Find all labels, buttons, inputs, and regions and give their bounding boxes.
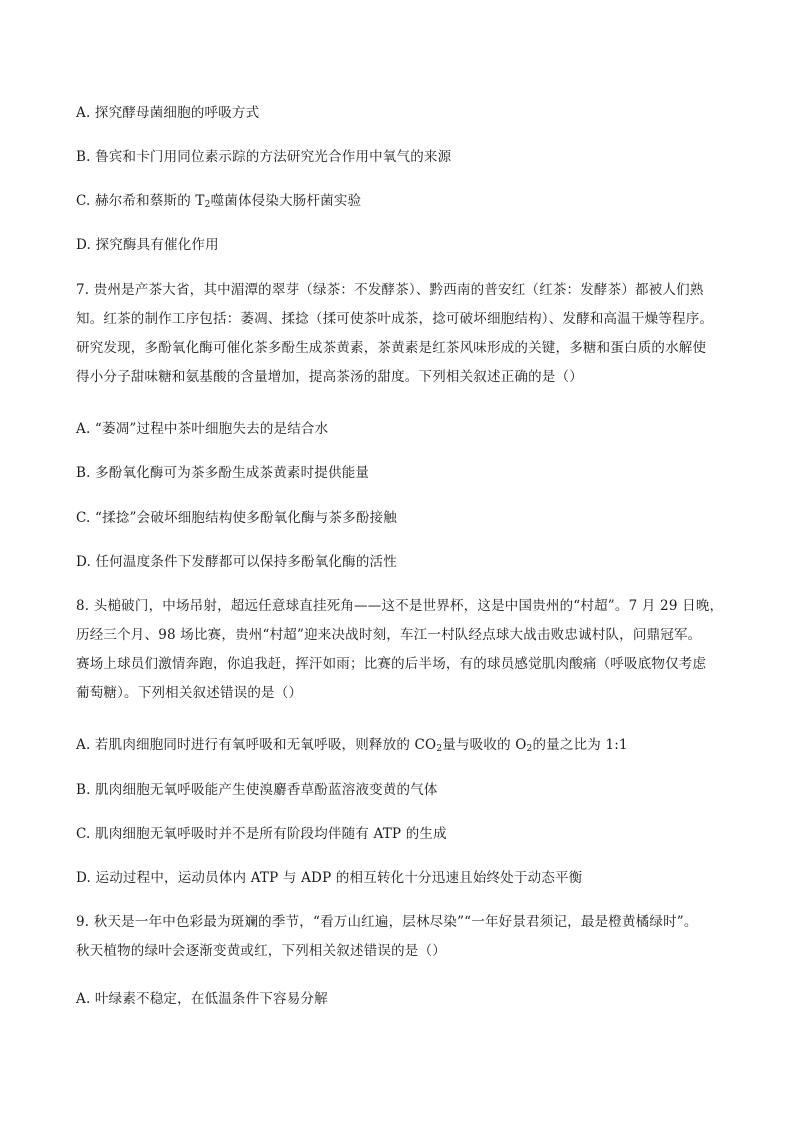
q7-stem-line: 知。红茶的制作工序包括：萎凋、揉捻（揉可使茶叶成茶，捻可破坏细胞结构）、发酵和高温干燥等程序。 [76,311,714,327]
q7-stem [76,276,726,392]
q8-option-a [76,736,628,754]
q8-option-a-sub1: 2 [436,744,443,754]
q7-stem-line: 得小分子甜味糖和氨基酸的含量增加，提高茶汤的甜度。下列相关叙述正确的是（） [76,369,583,385]
q9-stem-line: 9. 秋天是一年中色彩最为斑斓的季节，“看万山红遍，层林尽染”“一年好景君须记，最是橙黄橘绿时”。 [76,914,698,930]
q6-option-b: B. 鲁宾和卡门用同位素示踪的方法研究光合作用中氧气的来源 [76,149,452,165]
q8-option-d: D. 运动过程中，运动员体内 ATP 与 ADP 的相互转化十分迅速且始终处于动态平衡 [76,870,583,886]
q9-option-a: A. 叶绿素不稳定，在低温条件下容易分解 [76,991,328,1007]
q7-option-b: B. 多酚氧化酶可为茶多酚生成茶黄素时提供能量 [76,465,370,481]
q7-option-a: A. “萎凋”过程中茶叶细胞失去的是结合水 [76,421,329,437]
q7-option-c: C. “揉捻”会破坏细胞结构使多酚氧化酶与茶多酚接触 [76,510,397,526]
q8-option-c: C. 肌肉细胞无氧呼吸时并不是所有阶段均伴随有 ATP 的生成 [76,826,447,842]
q8-option-a-sub2: 2 [526,744,533,754]
q7-option-d: D. 任何温度条件下发酵都可以保持多酚氧化酶的活性 [76,554,397,570]
q8-option-a-post: 的量之比为 1:1 [532,737,628,753]
q6-option-c [76,192,361,210]
q6-option-c-sub: 2 [204,200,211,210]
q7-stem-line: 7. 贵州是产茶大省，其中湄潭的翠芽（绿茶：不发酵茶）、黔西南的普安红（红茶：发酵茶）都被人们熟 [76,282,704,298]
q6-option-a: A. 探究酵母菌细胞的呼吸方式 [76,105,260,121]
q8-stem-line: 赛场上球员们激情奔跑，你追我赶，挥汗如雨；比赛的后半场，有的球员感觉肌肉酸痛（呼吸底物仅考虑 [76,656,707,672]
q9-stem [76,908,726,966]
q8-stem-line: 葡萄糖）。下列相关叙述错误的是（） [76,685,303,701]
q6-option-c-post: 噬菌体侵染大肠杆菌实验 [210,193,362,209]
q8-option-a-mid: 量与吸收的 O [442,737,527,753]
q6-option-d: D. 探究酶具有催化作用 [76,237,219,253]
q9-stem-line: 秋天植物的绿叶会逐渐变黄或红，下列相关叙述错误的是（） [76,943,446,959]
q6-option-c-pre: C. 赫尔希和蔡斯的 T [76,193,205,209]
q8-stem-line: 8. 头槌破门，中场吊射，超远任意球直挂死角——这不是世界杯，这是中国贵州的“村超”。7 月 29 日晚， [76,598,724,614]
q8-stem [76,592,726,708]
q7-stem-line: 研究发现，多酚氧化酶可催化茶多酚生成茶黄素，茶黄素是红茶风味形成的关键，多糖和蛋白质的水解使 [76,340,707,356]
q8-option-b: B. 肌肉细胞无氧呼吸能产生使溴麝香草酚蓝溶液变黄的气体 [76,782,438,798]
q8-option-a-pre: A. 若肌肉细胞同时进行有氧呼吸和无氧呼吸，则释放的 CO [76,737,437,753]
q8-stem-line: 历经三个月、98 场比赛，贵州“村超”迎来决战时刻，车江一村队经点球大战击败忠诚村队，问鼎冠军。 [76,627,702,643]
